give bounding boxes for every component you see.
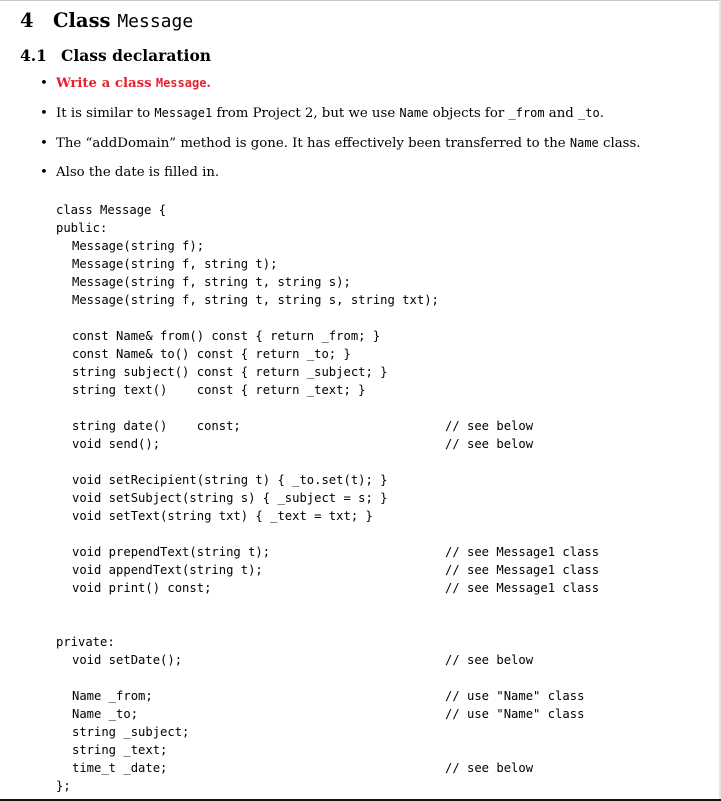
bullet-text: Write a class (56, 76, 152, 91)
code-line (56, 687, 656, 705)
code-text: void prependText(string t); (72, 545, 271, 559)
code-line (56, 201, 656, 219)
code-text: void send(); (72, 437, 161, 451)
code-line (56, 723, 656, 741)
code-text: private: (56, 635, 115, 649)
code-comment: // use "Name" class (445, 707, 585, 721)
code-comment: // see Message1 class (445, 581, 600, 595)
code-line (56, 669, 656, 687)
bullet-dot: • (40, 136, 48, 151)
section-number: 4 (20, 9, 34, 32)
code-line (56, 327, 656, 345)
code-line (56, 561, 656, 579)
code-text: const Name& to() const { return _to; } (72, 347, 351, 361)
code-text: public: (56, 221, 108, 235)
code-line (56, 453, 656, 471)
bullet-item-adddomain (40, 133, 710, 163)
bullet-code: Message (155, 76, 207, 90)
code-comment: // see below (445, 419, 534, 433)
code-line (56, 471, 656, 489)
code-line (56, 507, 656, 525)
code-text: class Message { (56, 203, 167, 217)
code-line (56, 417, 656, 435)
code-line (56, 237, 656, 255)
code-line (56, 381, 656, 399)
code-text: void appendText(string t); (72, 563, 263, 577)
code-comment: // see below (445, 437, 534, 451)
bullet-code: _from (508, 106, 545, 120)
bullet-text: It is similar to (56, 106, 151, 121)
code-line (56, 435, 656, 453)
code-text: Message(string f, string t, string s, string txt); (72, 293, 439, 307)
bullet-item-similar (40, 103, 710, 133)
bullet-dot: • (40, 76, 48, 91)
bullet-code: Name (569, 136, 599, 150)
section-title-prefix: Class (53, 9, 111, 32)
code-comment: // use "Name" class (445, 689, 585, 703)
code-text: }; (56, 779, 71, 793)
code-text: Name _to; (72, 707, 139, 721)
code-text: string text() const { return _text; } (72, 383, 366, 397)
code-line (56, 579, 656, 597)
subsection-number: 4.1 (20, 46, 47, 65)
subsection-title: Class declaration (61, 46, 212, 65)
code-text: void print() const; (72, 581, 212, 595)
code-line (56, 525, 656, 543)
code-text: const Name& from() const { return _from; } (72, 329, 381, 343)
code-text: string subject() const { return _subject; } (72, 365, 388, 379)
code-text: void setText(string txt) { _text = txt; } (72, 509, 373, 523)
code-text: void setRecipient(string t) { _to.set(t); } (72, 473, 388, 487)
code-line (56, 399, 656, 417)
section-title-code: Message (117, 11, 194, 32)
bullet-code: Name (399, 106, 429, 120)
code-line (56, 345, 656, 363)
code-comment: // see Message1 class (445, 545, 600, 559)
code-text: Message(string f, string t, string s); (72, 275, 351, 289)
bullet-dot: • (40, 165, 48, 180)
code-text: Message(string f, string t); (72, 257, 278, 271)
code-comment: // see below (445, 761, 534, 775)
code-line (56, 219, 656, 237)
code-text: Message(string f); (72, 239, 205, 253)
bullet-item-write-class (40, 73, 710, 103)
code-line (56, 633, 656, 651)
code-text: void setSubject(string s) { _subject = s; } (72, 491, 388, 505)
code-text: Name _from; (72, 689, 153, 703)
code-text: void setDate(); (72, 653, 183, 667)
bullet-text: from Project 2, but we use (216, 106, 396, 121)
code-block (56, 201, 656, 795)
bullet-code: _to (578, 106, 600, 120)
code-line (56, 759, 656, 777)
code-text: time_t _date; (72, 761, 168, 775)
code-text: string _text; (72, 743, 168, 757)
code-line (56, 543, 656, 561)
code-text: string _subject; (72, 725, 190, 739)
section-heading (20, 9, 193, 32)
bullet-end: . (206, 76, 212, 91)
subsection-heading (20, 46, 211, 65)
bullet-code: Message1 (154, 106, 213, 120)
code-line (56, 705, 656, 723)
code-line (56, 255, 656, 273)
code-line (56, 489, 656, 507)
bullet-dot: • (40, 106, 48, 121)
code-line (56, 741, 656, 759)
code-text: string date() const; (72, 419, 241, 433)
code-line (56, 615, 656, 633)
code-line (56, 363, 656, 381)
bullet-list (40, 73, 710, 193)
code-line (56, 597, 656, 615)
code-line (56, 291, 656, 309)
code-comment: // see below (445, 653, 534, 667)
bullet-text: Also the date is filled in. (56, 165, 220, 180)
page-top-border (0, 0, 719, 1)
bullet-item-date (40, 163, 710, 193)
bullet-text: class. (603, 136, 641, 151)
bullet-text: objects for (432, 106, 505, 121)
code-comment: // see Message1 class (445, 563, 600, 577)
code-line (56, 273, 656, 291)
bullet-end: . (599, 106, 604, 121)
bullet-text: The “addDomain” method is gone. It has effectively been transferred to the (56, 136, 566, 151)
bullet-text: and (548, 106, 574, 121)
code-line (56, 651, 656, 669)
code-line (56, 777, 656, 795)
code-line (56, 309, 656, 327)
